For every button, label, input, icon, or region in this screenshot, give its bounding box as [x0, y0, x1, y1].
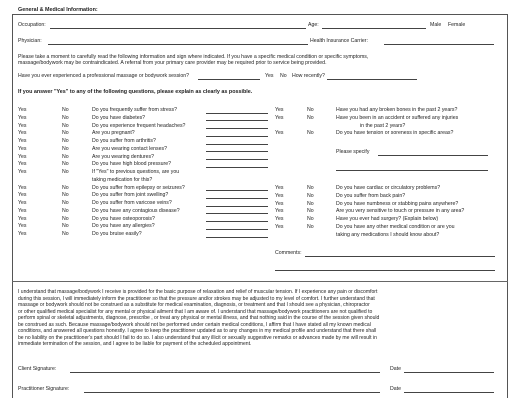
right-no-option[interactable]: No — [307, 208, 314, 215]
please-specify-field[interactable] — [378, 155, 488, 156]
left-yes-option[interactable]: Yes — [18, 161, 27, 168]
left-question: Are you wearing contact lenses? — [92, 145, 167, 152]
right-yes-option[interactable]: Yes — [275, 200, 284, 207]
insurance-label: Health Insurance Carrier: — [310, 38, 368, 44]
client-signature-field[interactable] — [70, 372, 380, 373]
left-no-option[interactable]: No — [62, 223, 69, 230]
right-question: Do you have numbness or stabbing pains anywhere? — [336, 200, 459, 207]
left-yes-option[interactable]: Yes — [18, 107, 27, 113]
physician-field[interactable] — [48, 44, 308, 45]
left-answer-line[interactable] — [206, 190, 268, 191]
left-question: Do you suffer from arthritis? — [92, 138, 156, 144]
instructions: If you answer "Yes" to any of the following questions, please explain as clearly as possible. — [18, 89, 253, 95]
right-question: in the past 2 years? — [360, 122, 406, 129]
right-question: Do you have any other medical condition or are you — [336, 223, 455, 230]
right-yes-option[interactable]: Yes — [275, 192, 284, 199]
age-field[interactable] — [322, 28, 426, 29]
left-question: Are you wearing dentures? — [92, 153, 154, 160]
left-answer-line[interactable] — [206, 221, 268, 222]
left-no-option[interactable]: No — [62, 153, 69, 160]
consent-line: immediate termination of the session, and I agree to be liable for payment of the scheduled appointment. — [18, 341, 252, 348]
client-signature-label: Client Signature: — [18, 366, 57, 372]
practitioner-signature-field[interactable] — [84, 392, 380, 393]
consent-line: perform spinal or skeletal adjustments, diagnose, prescribe , or treat any physical or mental illness, and that nothing said in the course of the session given should — [18, 315, 380, 322]
right-no-option[interactable]: No — [307, 185, 314, 191]
left-yes-option[interactable]: Yes — [18, 231, 27, 237]
left-yes-option[interactable]: Yes — [18, 200, 27, 206]
left-question: Do you suffer from joint swelling? — [92, 192, 169, 199]
practitioner-signature-label: Practitioner Signature: — [18, 386, 70, 392]
client-date-label: Date — [390, 366, 401, 372]
left-no-option[interactable]: No — [62, 169, 69, 175]
right-no-option[interactable]: No — [307, 107, 314, 113]
left-no-option[interactable]: No — [62, 200, 69, 206]
left-answer-line[interactable] — [206, 159, 268, 160]
specify-extra-line[interactable] — [336, 170, 488, 171]
left-no-option[interactable]: No — [62, 192, 69, 199]
prior-yes[interactable]: Yes — [265, 73, 274, 79]
right-no-option[interactable]: No — [307, 114, 314, 121]
left-yes-option[interactable]: Yes — [18, 192, 27, 199]
prior-session-field[interactable] — [198, 79, 260, 80]
left-answer-line[interactable] — [206, 136, 268, 137]
left-no-option[interactable]: No — [62, 207, 69, 214]
prior-no[interactable]: No — [280, 73, 287, 79]
left-yes-option[interactable]: Yes — [18, 184, 27, 191]
left-answer-line[interactable] — [206, 120, 268, 121]
left-yes-option[interactable]: Yes — [18, 207, 27, 214]
client-date-field[interactable] — [404, 372, 494, 373]
right-yes-option[interactable]: Yes — [275, 223, 284, 230]
right-no-option[interactable]: No — [307, 200, 314, 207]
left-question: Do you have any allergies? — [92, 223, 155, 230]
comments-label: Comments: — [275, 250, 302, 256]
left-yes-option[interactable]: Yes — [18, 122, 27, 129]
right-yes-option[interactable]: Yes — [275, 107, 284, 113]
left-no-option[interactable]: No — [62, 184, 69, 191]
left-no-option[interactable]: No — [62, 145, 69, 152]
occupation-field[interactable] — [50, 28, 306, 29]
right-question: Are you very sensitive to touch or pressure in any area? — [336, 208, 465, 215]
left-question: Do you suffer from epilepsy or seizures? — [92, 184, 185, 191]
right-no-option[interactable]: No — [307, 192, 314, 199]
left-no-option[interactable]: No — [62, 130, 69, 137]
practitioner-date-field[interactable] — [404, 392, 494, 393]
left-question: Do you experience frequent headaches? — [92, 122, 186, 129]
left-yes-option[interactable]: Yes — [18, 130, 27, 137]
left-no-option[interactable]: No — [62, 122, 69, 129]
right-question: Do you suffer from back pain? — [336, 192, 406, 199]
right-no-option[interactable]: No — [307, 223, 314, 230]
left-answer-line[interactable] — [206, 167, 268, 168]
right-question: taking any medications I should know about? — [336, 231, 440, 238]
how-recently-label: How recently? — [292, 73, 325, 79]
left-answer-line[interactable] — [206, 128, 268, 129]
left-no-option[interactable]: No — [62, 215, 69, 222]
left-no-option[interactable]: No — [62, 138, 69, 144]
left-answer-line[interactable] — [206, 144, 268, 145]
left-answer-line[interactable] — [206, 113, 268, 114]
left-yes-option[interactable]: Yes — [18, 145, 27, 152]
right-question: Do you have tension or soreness in specific areas? — [336, 130, 454, 137]
left-no-option[interactable]: No — [62, 107, 69, 113]
intro-line-2: massage/bodywork may be contraindicated. A referral from your primary care provider may be required prior to service being provided. — [18, 60, 327, 66]
consent-line: massage or bodywork should not be construed as a substitute for medical examination, diagnosis, or treatment and that I should see a physician, chiropractor — [18, 302, 370, 309]
left-question: Do you frequently suffer from stress? — [92, 107, 177, 113]
left-no-option[interactable]: No — [62, 161, 69, 168]
section-title: General & Medical Information: — [18, 7, 98, 13]
left-question: Do you have diabetes? — [92, 114, 146, 121]
practitioner-date-label: Date — [390, 386, 401, 392]
prior-session-question: Have you ever experienced a professional massage or bodywork session? — [18, 73, 189, 79]
left-question: taking medication for this? — [92, 176, 153, 183]
physician-label: Physician: — [18, 38, 42, 44]
male-option[interactable]: Male — [430, 22, 442, 28]
left-question: Do you have osteoporosis? — [92, 215, 155, 222]
consent-line: be no liability on the practitioner's part should I fail to do so. I also understand that any illicit or sexually suggestive remarks or advances made by me will result in — [18, 334, 377, 341]
left-answer-line[interactable] — [206, 213, 268, 214]
consent-line: be construed as such. Because massage/bodywork should not be performed under certain medical conditions, I affirm that I have stated all my known medical — [18, 321, 371, 328]
left-question: If "Yes" to previous questions, are you — [92, 169, 180, 175]
right-question: Have you been in an accident or suffered any injuries — [336, 114, 459, 121]
please-specify-label: Please specify — [336, 149, 370, 155]
right-yes-option[interactable]: Yes — [275, 114, 284, 121]
right-yes-option[interactable]: Yes — [275, 216, 284, 222]
left-answer-line[interactable] — [206, 229, 268, 230]
left-yes-option[interactable]: Yes — [18, 169, 27, 175]
right-question: Have you had any broken bones in the past 2 years? — [336, 107, 458, 113]
left-no-option[interactable]: No — [62, 114, 69, 121]
left-question: Do you bruise easily? — [92, 231, 142, 237]
left-yes-option[interactable]: Yes — [18, 223, 27, 230]
left-answer-line[interactable] — [206, 206, 268, 207]
right-yes-option[interactable]: Yes — [275, 130, 284, 137]
consent-line: conditions, and answered all questions honestly. I agree to keep the practitioner updated as to any changes in my medical profile and understand that there shall — [18, 328, 377, 335]
left-question: Are you pregnant? — [92, 130, 135, 137]
right-question: Have you ever had surgery? (Explain below) — [336, 216, 439, 222]
left-yes-option[interactable]: Yes — [18, 138, 27, 144]
left-no-option[interactable]: No — [62, 231, 69, 237]
comments-field-2[interactable] — [275, 270, 495, 271]
left-question: Do you have any contagious disease? — [92, 207, 180, 214]
right-no-option[interactable]: No — [307, 216, 314, 222]
left-answer-line[interactable] — [206, 237, 268, 238]
left-answer-line[interactable] — [206, 198, 268, 199]
insurance-field[interactable] — [384, 44, 494, 45]
left-yes-option[interactable]: Yes — [18, 215, 27, 222]
right-no-option[interactable]: No — [307, 130, 314, 137]
female-option[interactable]: Female — [448, 22, 466, 28]
right-yes-option[interactable]: Yes — [275, 208, 284, 215]
left-yes-option[interactable]: Yes — [18, 114, 27, 121]
section-divider — [12, 281, 508, 282]
how-recently-field[interactable] — [327, 79, 417, 80]
right-question: Do you have cardiac or circulatory problems? — [336, 185, 441, 191]
age-label: Age: — [308, 22, 319, 28]
right-yes-option[interactable]: Yes — [275, 185, 284, 191]
comments-field[interactable] — [305, 256, 495, 257]
left-yes-option[interactable]: Yes — [18, 153, 27, 160]
left-question: Do you suffer from varicose veins? — [92, 200, 172, 206]
left-answer-line[interactable] — [206, 151, 268, 152]
consent-line: I understand that massage/bodywork I receive is provided for the basic purpose of relaxation and relief of muscular tension. If I experience any pain or discomfort — [18, 289, 378, 295]
occupation-label: Occupation: — [18, 22, 46, 28]
consent-line: during this session, I will immediately inform the practitioner so that the pressure and/or strokes may be adjusted to my level of comfort. I further understand that — [18, 295, 375, 302]
intro-line-1: Please take a moment to carefully read the following information and sign where indicated. If you have a specific medical condition or specific symptoms, — [18, 54, 369, 60]
left-question: Do you have high blood pressure? — [92, 161, 172, 168]
consent-line: or other qualified medical specialist for any mental or physical ailment that I am aware of. I understand that massage/bodywork practitioners are not qualified to — [18, 308, 373, 315]
